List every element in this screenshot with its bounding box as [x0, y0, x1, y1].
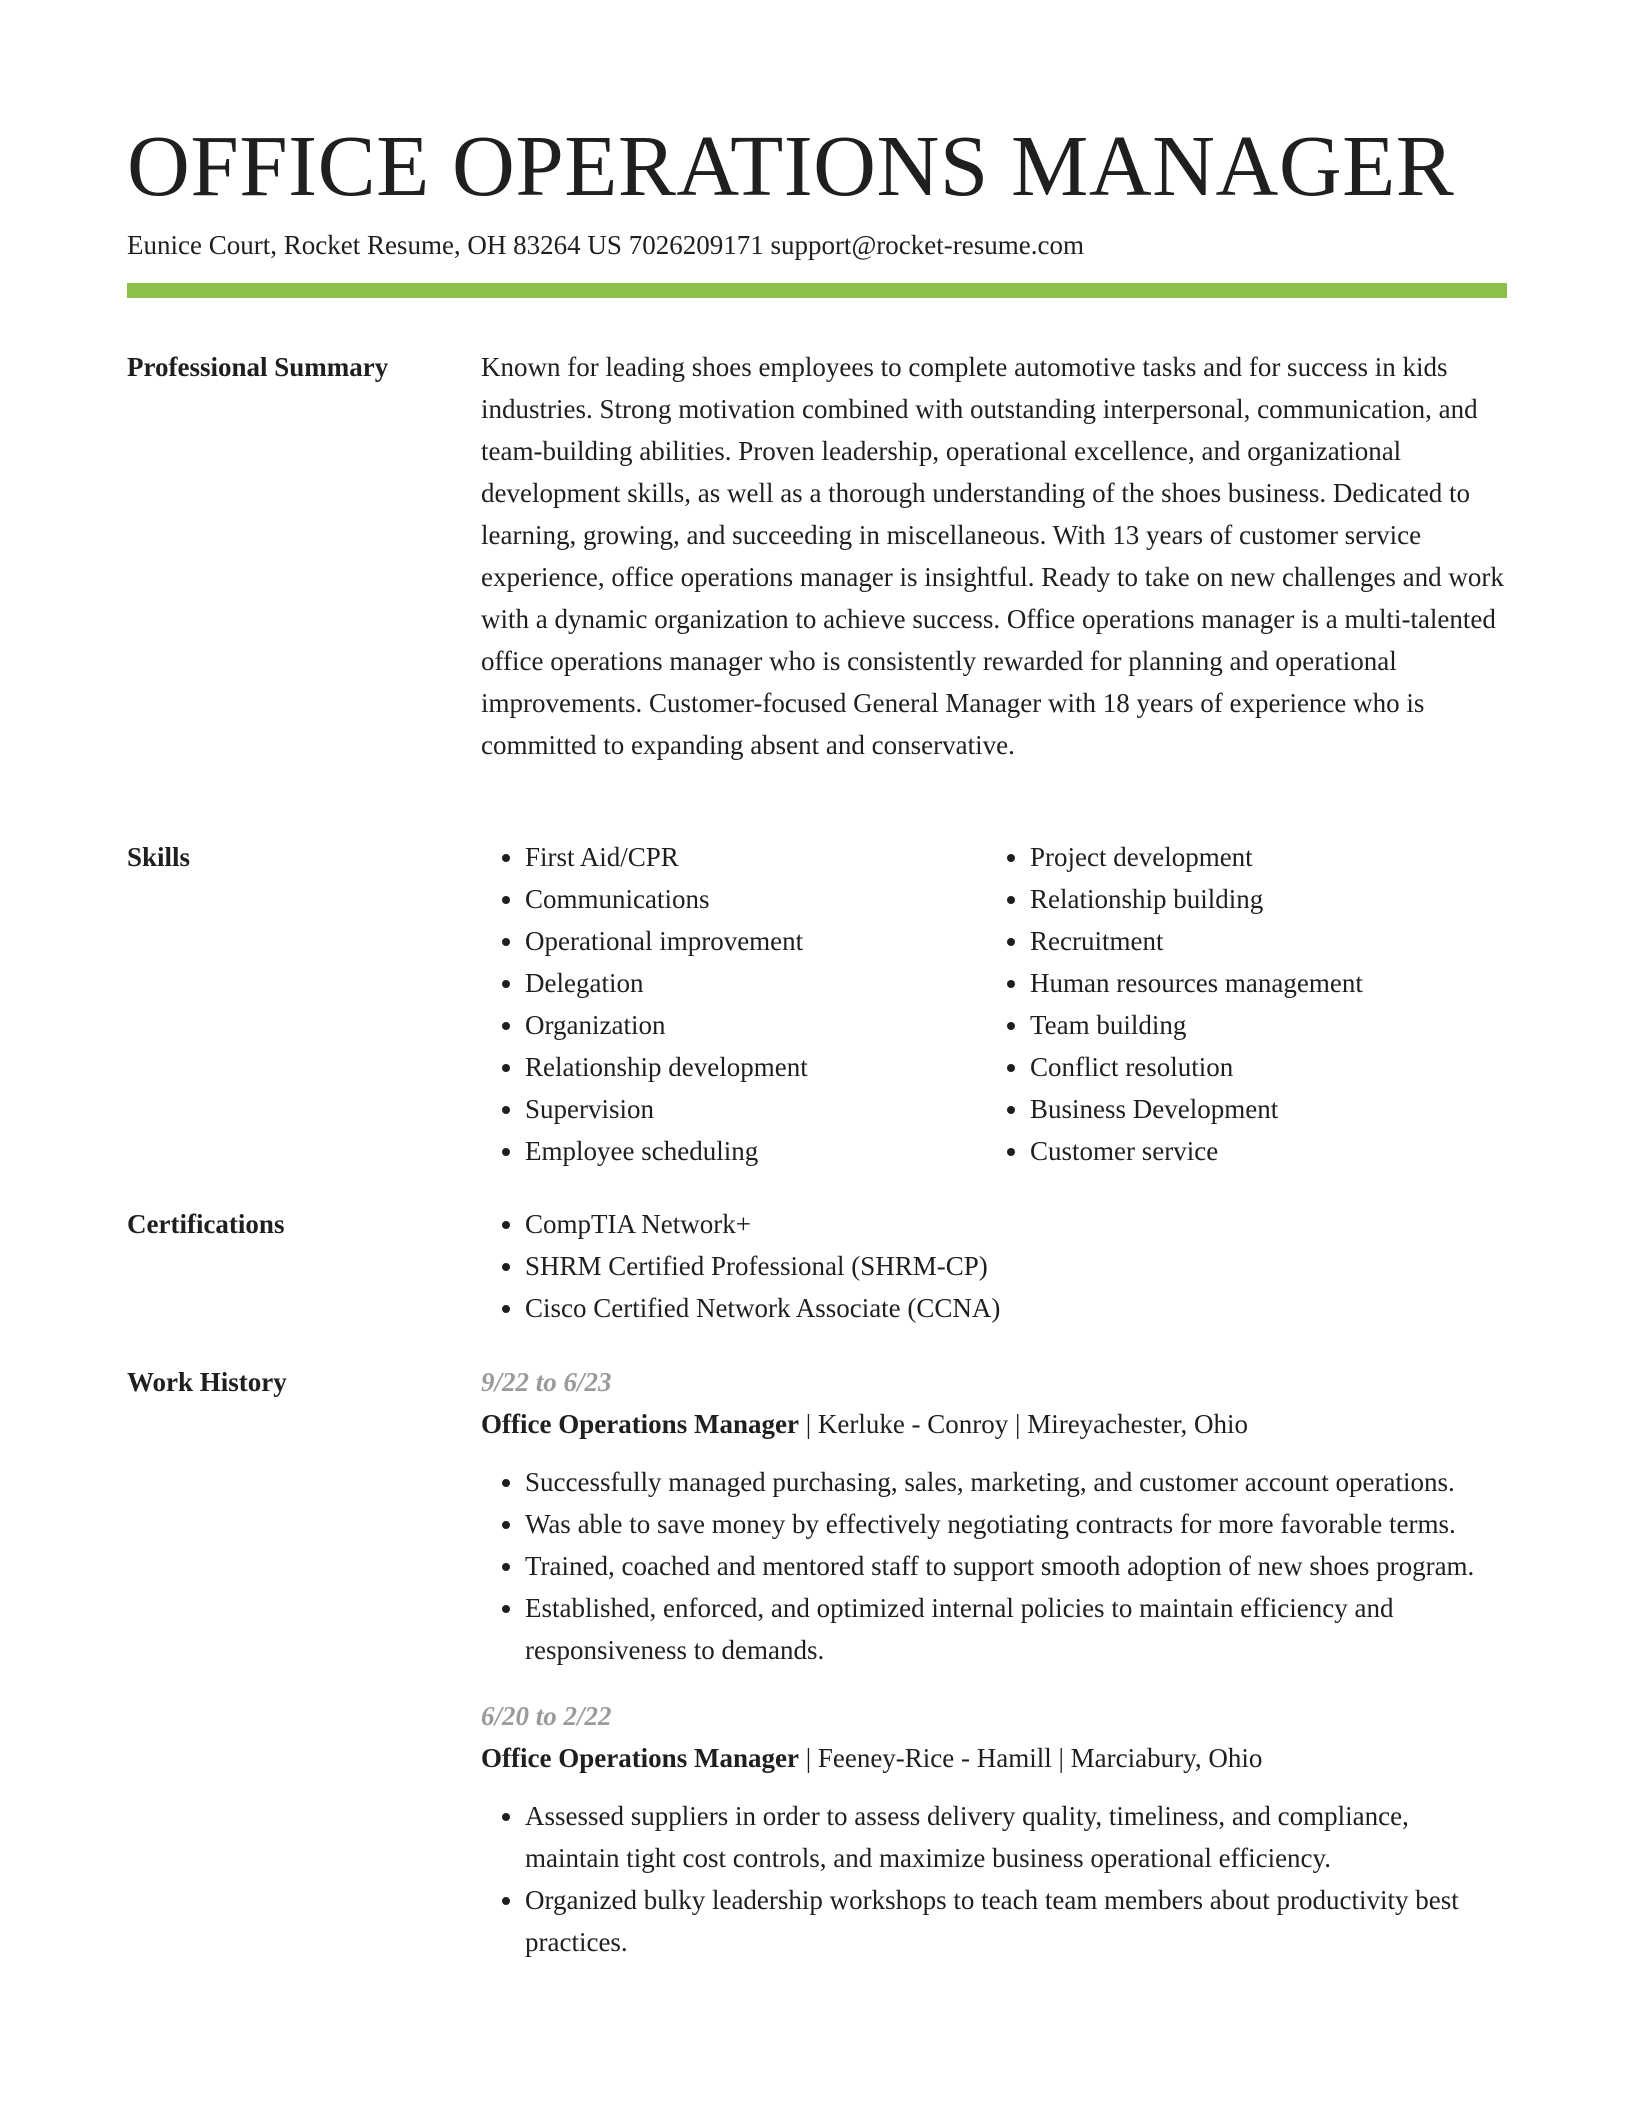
skill-item: • Team building: [1030, 1004, 1486, 1046]
job-bullet: • Successfully managed purchasing, sales, marketing, and customer account operations.: [525, 1461, 1507, 1503]
skill-item: • Employee scheduling: [525, 1130, 981, 1172]
skill-item: • Operational improvement: [525, 920, 981, 962]
skills-right-column: [986, 836, 1486, 1172]
skill-item: • Project development: [1030, 836, 1486, 878]
summary-label: Professional Summary: [127, 352, 389, 382]
certifications-label: Certifications: [127, 1209, 285, 1239]
job-title: Office Operations Manager: [481, 1409, 799, 1439]
page-title: OFFICE OPERATIONS MANAGER: [127, 117, 1455, 214]
job-heading: [481, 1737, 1507, 1779]
skill-item: • First Aid/CPR: [525, 836, 981, 878]
job-heading: [481, 1403, 1507, 1445]
job-bullet: • Established, enforced, and optimized internal policies to maintain efficiency and responsiveness to demands.: [525, 1587, 1507, 1671]
job-bullet: • Organized bulky leadership workshops to teach team members about productivity best practices.: [525, 1879, 1507, 1963]
job-dates: 9/22 to 6/23: [481, 1367, 612, 1397]
skill-item: • Conflict resolution: [1030, 1046, 1486, 1088]
skill-item: • Business Development: [1030, 1088, 1486, 1130]
job-bullet: • Trained, coached and mentored staff to support smooth adoption of new shoes program.: [525, 1545, 1507, 1587]
certification-item: • CompTIA Network+: [525, 1203, 1507, 1245]
job-dates: 6/20 to 2/22: [481, 1701, 612, 1731]
skills-label: Skills: [127, 842, 191, 872]
skill-item: • Recruitment: [1030, 920, 1486, 962]
job-title: Office Operations Manager: [481, 1743, 799, 1773]
certification-item: • Cisco Certified Network Associate (CCNA): [525, 1287, 1507, 1329]
skill-item: • Customer service: [1030, 1130, 1486, 1172]
header-divider: [127, 283, 1507, 298]
skill-item: • Human resources management: [1030, 962, 1486, 1004]
job-details: | Feeney-Rice - Hamill | Marciabury, Ohio: [798, 1743, 1263, 1773]
skill-item: • Supervision: [525, 1088, 981, 1130]
certification-item: • SHRM Certified Professional (SHRM-CP): [525, 1245, 1507, 1287]
resume-header: [127, 118, 1507, 298]
work-history-label: Work History: [127, 1367, 287, 1397]
skill-item: • Communications: [525, 878, 981, 920]
job-entry: [481, 1361, 1507, 1671]
skill-item: • Relationship building: [1030, 878, 1486, 920]
job-details: | Kerluke - Conroy | Mireyachester, Ohio: [798, 1409, 1249, 1439]
job-bullet: • Was able to save money by effectively negotiating contracts for more favorable terms.: [525, 1503, 1507, 1545]
skill-item: • Delegation: [525, 962, 981, 1004]
skill-item: • Organization: [525, 1004, 981, 1046]
contact-info: Eunice Court, Rocket Resume, OH 83264 US 7026209171 support@rocket-resume.com: [127, 229, 1084, 260]
job-entry: [481, 1695, 1507, 1963]
job-bullet: • Assessed suppliers in order to assess delivery quality, timeliness, and compliance, maintain tight cost controls, and maximize business operational efficiency.: [525, 1795, 1507, 1879]
summary-text: Known for leading shoes employees to complete automotive tasks and for success in kids industries. Strong motivation combined with outstanding interpersonal, communication, and team-building abilities. Proven leadership, operational excellence, and organizational development skills, as well as a thorough understanding of the shoes business. Dedicated to learning, growing, and succeeding in miscellaneous. With 13 years of customer service experience, office operations manager is insightful. Ready to take on new challenges and work with a dynamic organization to achieve success. Office operations manager is a multi-talented office operations manager who is consistently rewarded for planning and operational improvements. Customer-focused General Manager with 18 years of experience who is committed to expanding absent and conservative.: [481, 352, 1504, 760]
skill-item: • Relationship development: [525, 1046, 981, 1088]
skills-left-column: [481, 836, 981, 1172]
